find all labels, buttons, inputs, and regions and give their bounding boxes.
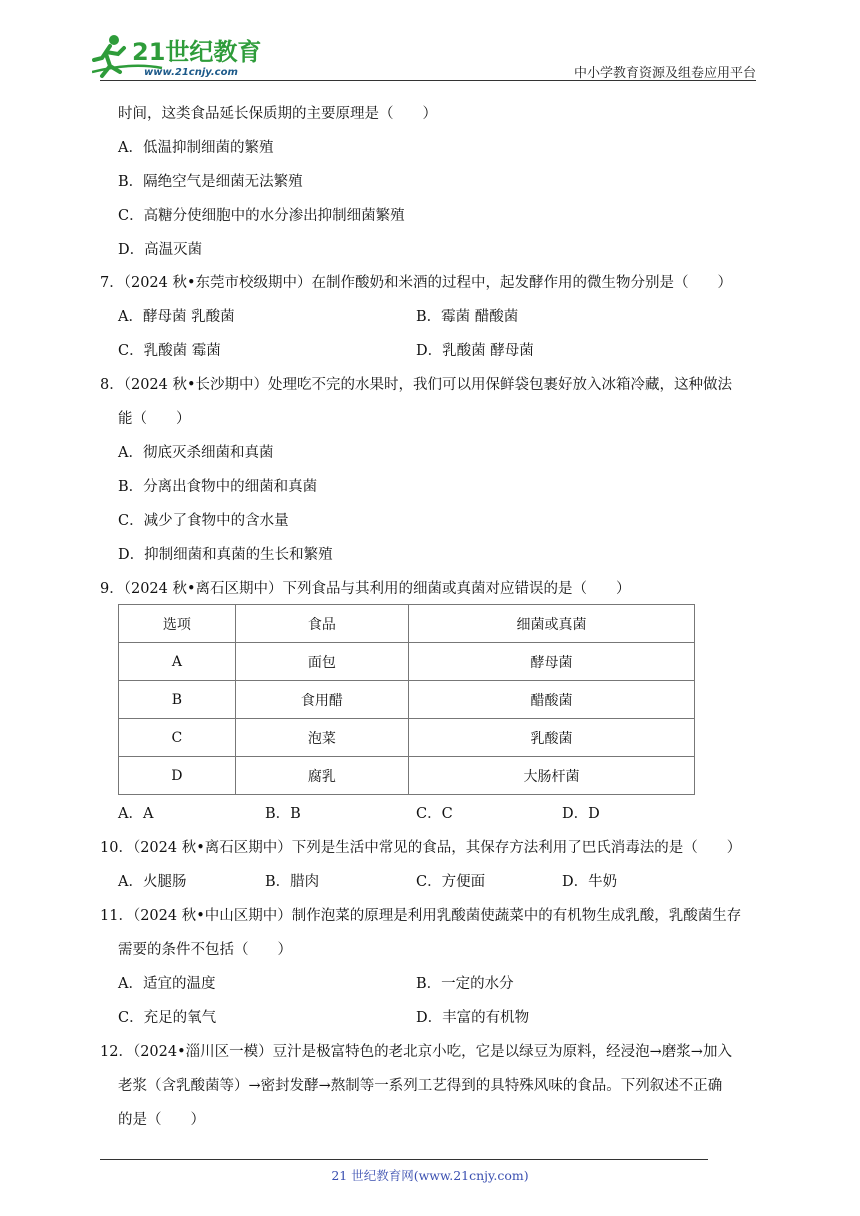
q8-stem-line1: 8．（2024 秋•长沙期中）处理吃不完的水果时，我们可以用保鲜袋包裹好放入冰箱冷藏，这种做法 (100, 377, 733, 393)
q10-stem: 10．（2024 秋•离石区期中）下列是生活中常见的食品，其保存方法利用了巴氏消毒法的是（ ） (100, 840, 742, 856)
q10-option-d: D．牛奶 (562, 874, 618, 890)
table-cell: C (119, 719, 236, 757)
header-platform-text: 中小学教育资源及组卷应用平台 (573, 66, 756, 81)
q9-table (118, 604, 695, 795)
q8-option-c: C．减少了食物中的含水量 (118, 513, 289, 529)
q7-option-d: D．乳酸菌 酵母菌 (416, 343, 534, 359)
q6-option-b: B．隔绝空气是细菌无法繁殖 (118, 174, 303, 190)
table-cell: 酵母菌 (408, 643, 694, 681)
q11-stem-line1: 11．（2024 秋•中山区期中）制作泡菜的原理是利用乳酸菌使蔬菜中的有机物生成乳酸，乳酸菌生存 (100, 908, 742, 924)
table-row (119, 757, 695, 795)
table-cell: 泡菜 (235, 719, 408, 757)
q11-option-d: D．丰富的有机物 (416, 1010, 530, 1026)
q6-option-d: D．高温灭菌 (118, 242, 203, 258)
table-cell: D (119, 757, 236, 795)
q6-option-a: A．低温抑制细菌的繁殖 (118, 140, 274, 156)
q11-option-a: A．适宜的温度 (118, 976, 216, 992)
table-header-row (119, 605, 695, 643)
q8-stem-line2: 能（ ） (118, 411, 191, 427)
q11-stem-line2: 需要的条件不包括（ ） (118, 942, 292, 958)
q11-option-c: C．充足的氧气 (118, 1010, 217, 1026)
q9-stem: 9．（2024 秋•离石区期中）下列食品与其利用的细菌或真菌对应错误的是（ ） (100, 581, 631, 597)
table-row (119, 643, 695, 681)
q7-stem: 7．（2024 秋•东莞市校级期中）在制作酸奶和米酒的过程中，起发酵作用的微生物分别是（ ） (100, 275, 733, 291)
table-cell: 面包 (235, 643, 408, 681)
table-cell: A (119, 643, 236, 681)
header-divider (100, 80, 756, 81)
q7-option-b: B．霉菌 醋酸菌 (416, 309, 519, 325)
q6-option-c: C．高糖分使细胞中的水分渗出抑制细菌繁殖 (118, 208, 405, 224)
q8-option-b: B．分离出食物中的细菌和真菌 (118, 479, 318, 495)
table-cell: 醋酸菌 (408, 681, 694, 719)
q12-stem-line3: 的是（ ） (118, 1112, 205, 1128)
logo-url-text: www.21cnjy.com (144, 67, 238, 78)
table-cell: 腐乳 (235, 757, 408, 795)
logo-21cnjy (92, 32, 272, 80)
q7-option-c: C．乳酸菌 霉菌 (118, 343, 221, 359)
q10-option-b: B．腊肉 (265, 874, 320, 890)
logo-text: 21世纪教育 (132, 38, 262, 66)
q9-option-d: D．D (562, 806, 600, 822)
q9-option-b: B．B (265, 806, 301, 822)
table-cell: 乳酸菌 (408, 719, 694, 757)
table-cell: 食用醋 (235, 681, 408, 719)
table-cell: 大肠杆菌 (408, 757, 694, 795)
table-row (119, 719, 695, 757)
q10-option-a: A．火腿肠 (118, 874, 187, 890)
table-header-cell: 食品 (235, 605, 408, 643)
q11-option-b: B．一定的水分 (416, 976, 514, 992)
q10-option-c: C．方便面 (416, 874, 486, 890)
table-cell: B (119, 681, 236, 719)
page-header (0, 0, 860, 82)
footer-divider (100, 1159, 708, 1160)
q7-option-a: A．酵母菌 乳酸菌 (118, 309, 235, 325)
table-header-cell: 选项 (119, 605, 236, 643)
q8-option-a: A．彻底灭杀细菌和真菌 (118, 445, 274, 461)
q9-option-a: A．A (118, 806, 154, 822)
footer-text: 21 世纪教育网(www.21cnjy.com) (331, 1168, 529, 1183)
q6-stem: 时间，这类食品延长保质期的主要原理是（ ） (118, 106, 437, 122)
q8-option-d: D．抑制细菌和真菌的生长和繁殖 (118, 547, 333, 563)
q12-stem-line2: 老浆（含乳酸菌等）→密封发酵→熬制等一系列工艺得到的具特殊风味的食品。下列叙述不正确 (118, 1078, 723, 1094)
q9-option-c: C．C (416, 806, 453, 822)
q12-stem-line1: 12．（2024•淄川区一模）豆汁是极富特色的老北京小吃，它是以绿豆为原料，经浸泡→磨浆→加入 (100, 1044, 732, 1060)
table-row (119, 681, 695, 719)
table-header-cell: 细菌或真菌 (408, 605, 694, 643)
